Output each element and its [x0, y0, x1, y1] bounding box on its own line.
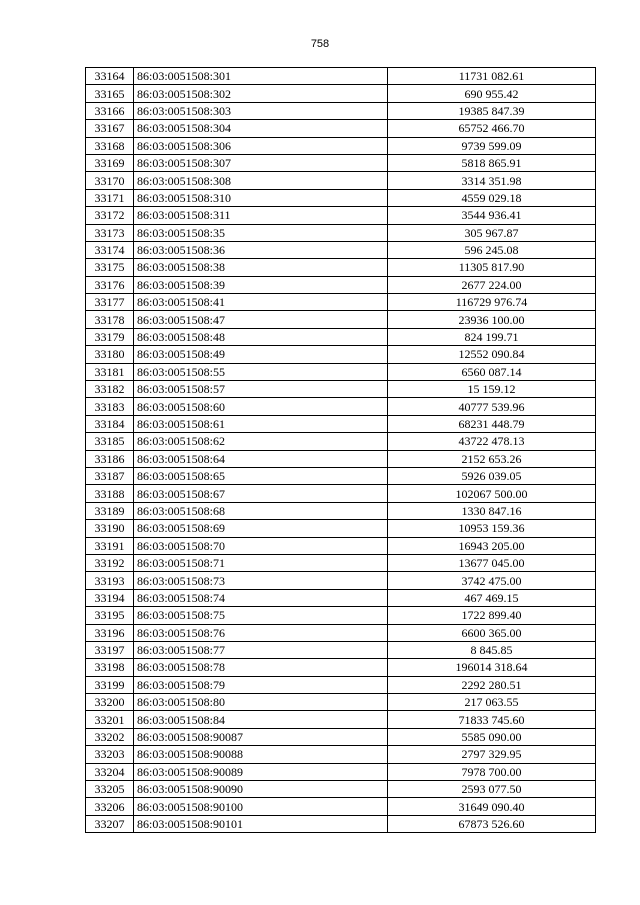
table-row	[86, 624, 596, 641]
cadastral-value-cell: 9739 599.09	[388, 137, 596, 154]
row-number-cell: 33167	[86, 120, 134, 137]
cadastral-value-cell: 3742 475.00	[388, 572, 596, 589]
cadastral-value-cell: 6560 087.14	[388, 363, 596, 380]
table-row	[86, 294, 596, 311]
row-number-cell: 33164	[86, 68, 134, 85]
table-row	[86, 189, 596, 206]
cadastral-number-cell: 86:03:0051508:301	[134, 68, 388, 85]
cadastral-number-cell: 86:03:0051508:78	[134, 659, 388, 676]
cadastral-number-cell: 86:03:0051508:57	[134, 381, 388, 398]
cadastral-number-cell: 86:03:0051508:77	[134, 641, 388, 658]
cadastral-number-cell: 86:03:0051508:36	[134, 241, 388, 258]
table-row	[86, 763, 596, 780]
table-row	[86, 554, 596, 571]
cadastral-value-cell: 5818 865.91	[388, 154, 596, 171]
cadastral-number-cell: 86:03:0051508:65	[134, 467, 388, 484]
cadastral-number-cell: 86:03:0051508:90100	[134, 798, 388, 815]
row-number-cell: 33180	[86, 346, 134, 363]
cadastral-number-cell: 86:03:0051508:70	[134, 537, 388, 554]
row-number-cell: 33185	[86, 433, 134, 450]
cadastral-number-cell: 86:03:0051508:303	[134, 102, 388, 119]
cadastral-number-cell: 86:03:0051508:90101	[134, 815, 388, 832]
table-row	[86, 589, 596, 606]
cadastral-number-cell: 86:03:0051508:41	[134, 294, 388, 311]
table-row	[86, 224, 596, 241]
table-row	[86, 154, 596, 171]
table-row	[86, 346, 596, 363]
row-number-cell: 33201	[86, 711, 134, 728]
cadastral-value-cell: 305 967.87	[388, 224, 596, 241]
row-number-cell: 33177	[86, 294, 134, 311]
cadastral-value-cell: 116729 976.74	[388, 294, 596, 311]
cadastral-number-cell: 86:03:0051508:68	[134, 502, 388, 519]
table-row	[86, 537, 596, 554]
cadastral-number-cell: 86:03:0051508:74	[134, 589, 388, 606]
row-number-cell: 33169	[86, 154, 134, 171]
row-number-cell: 33171	[86, 189, 134, 206]
table-row	[86, 276, 596, 293]
cadastral-number-cell: 86:03:0051508:39	[134, 276, 388, 293]
cadastral-number-cell: 86:03:0051508:304	[134, 120, 388, 137]
cadastral-value-cell: 65752 466.70	[388, 120, 596, 137]
cadastral-number-cell: 86:03:0051508:69	[134, 520, 388, 537]
cadastral-value-cell: 2593 077.50	[388, 781, 596, 798]
table-row	[86, 711, 596, 728]
cadastral-value-cell: 11731 082.61	[388, 68, 596, 85]
row-number-cell: 33203	[86, 746, 134, 763]
cadastral-value-table	[85, 67, 596, 833]
cadastral-number-cell: 86:03:0051508:64	[134, 450, 388, 467]
table-row	[86, 502, 596, 519]
table-row	[86, 728, 596, 745]
row-number-cell: 33200	[86, 694, 134, 711]
row-number-cell: 33189	[86, 502, 134, 519]
cadastral-number-cell: 86:03:0051508:90087	[134, 728, 388, 745]
cadastral-number-cell: 86:03:0051508:90090	[134, 781, 388, 798]
cadastral-value-cell: 217 063.55	[388, 694, 596, 711]
cadastral-number-cell: 86:03:0051508:307	[134, 154, 388, 171]
cadastral-number-cell: 86:03:0051508:306	[134, 137, 388, 154]
table-row	[86, 450, 596, 467]
table-row	[86, 781, 596, 798]
table-row	[86, 467, 596, 484]
cadastral-number-cell: 86:03:0051508:302	[134, 85, 388, 102]
table-row	[86, 746, 596, 763]
row-number-cell: 33204	[86, 763, 134, 780]
table-row	[86, 659, 596, 676]
cadastral-value-cell: 467 469.15	[388, 589, 596, 606]
cadastral-value-cell: 2677 224.00	[388, 276, 596, 293]
row-number-cell: 33188	[86, 485, 134, 502]
row-number-cell: 33174	[86, 241, 134, 258]
row-number-cell: 33207	[86, 815, 134, 832]
cadastral-number-cell: 86:03:0051508:84	[134, 711, 388, 728]
row-number-cell: 33190	[86, 520, 134, 537]
cadastral-number-cell: 86:03:0051508:38	[134, 259, 388, 276]
cadastral-number-cell: 86:03:0051508:62	[134, 433, 388, 450]
cadastral-value-cell: 10953 159.36	[388, 520, 596, 537]
cadastral-value-cell: 596 245.08	[388, 241, 596, 258]
table-row	[86, 485, 596, 502]
cadastral-value-cell: 2797 329.95	[388, 746, 596, 763]
row-number-cell: 33168	[86, 137, 134, 154]
table-row	[86, 120, 596, 137]
row-number-cell: 33181	[86, 363, 134, 380]
cadastral-value-cell: 13677 045.00	[388, 554, 596, 571]
row-number-cell: 33178	[86, 311, 134, 328]
row-number-cell: 33184	[86, 415, 134, 432]
cadastral-number-cell: 86:03:0051508:55	[134, 363, 388, 380]
table-row	[86, 641, 596, 658]
page-number: 758	[310, 38, 330, 50]
cadastral-value-cell: 2152 653.26	[388, 450, 596, 467]
table-row	[86, 102, 596, 119]
row-number-cell: 33182	[86, 381, 134, 398]
cadastral-value-cell: 71833 745.60	[388, 711, 596, 728]
cadastral-value-cell: 5585 090.00	[388, 728, 596, 745]
table-row	[86, 520, 596, 537]
cadastral-value-cell: 1330 847.16	[388, 502, 596, 519]
cadastral-number-cell: 86:03:0051508:76	[134, 624, 388, 641]
cadastral-number-cell: 86:03:0051508:79	[134, 676, 388, 693]
table-row	[86, 694, 596, 711]
cadastral-value-cell: 4559 029.18	[388, 189, 596, 206]
cadastral-value-cell: 67873 526.60	[388, 815, 596, 832]
cadastral-value-cell: 11305 817.90	[388, 259, 596, 276]
cadastral-number-cell: 86:03:0051508:75	[134, 607, 388, 624]
row-number-cell: 33176	[86, 276, 134, 293]
row-number-cell: 33172	[86, 207, 134, 224]
row-number-cell: 33199	[86, 676, 134, 693]
cadastral-value-cell: 15 159.12	[388, 381, 596, 398]
table-row	[86, 433, 596, 450]
table-row	[86, 815, 596, 832]
table-row	[86, 328, 596, 345]
table-row	[86, 798, 596, 815]
cadastral-value-cell: 5926 039.05	[388, 467, 596, 484]
cadastral-number-cell: 86:03:0051508:61	[134, 415, 388, 432]
row-number-cell: 33170	[86, 172, 134, 189]
row-number-cell: 33198	[86, 659, 134, 676]
row-number-cell: 33187	[86, 467, 134, 484]
table-row	[86, 137, 596, 154]
cadastral-value-cell: 6600 365.00	[388, 624, 596, 641]
cadastral-value-cell: 1722 899.40	[388, 607, 596, 624]
cadastral-value-cell: 19385 847.39	[388, 102, 596, 119]
table-row	[86, 311, 596, 328]
row-number-cell: 33193	[86, 572, 134, 589]
row-number-cell: 33179	[86, 328, 134, 345]
table-row	[86, 85, 596, 102]
row-number-cell: 33165	[86, 85, 134, 102]
row-number-cell: 33205	[86, 781, 134, 798]
cadastral-number-cell: 86:03:0051508:308	[134, 172, 388, 189]
table-row	[86, 259, 596, 276]
row-number-cell: 33197	[86, 641, 134, 658]
cadastral-number-cell: 86:03:0051508:310	[134, 189, 388, 206]
cadastral-value-cell: 31649 090.40	[388, 798, 596, 815]
row-number-cell: 33194	[86, 589, 134, 606]
cadastral-value-cell: 690 955.42	[388, 85, 596, 102]
table-row	[86, 572, 596, 589]
row-number-cell: 33202	[86, 728, 134, 745]
row-number-cell: 33166	[86, 102, 134, 119]
cadastral-value-cell: 68231 448.79	[388, 415, 596, 432]
row-number-cell: 33175	[86, 259, 134, 276]
cadastral-number-cell: 86:03:0051508:49	[134, 346, 388, 363]
cadastral-value-cell: 23936 100.00	[388, 311, 596, 328]
cadastral-value-cell: 196014 318.64	[388, 659, 596, 676]
cadastral-number-cell: 86:03:0051508:90088	[134, 746, 388, 763]
cadastral-value-cell: 3544 936.41	[388, 207, 596, 224]
table-row	[86, 241, 596, 258]
cadastral-number-cell: 86:03:0051508:90089	[134, 763, 388, 780]
cadastral-value-cell: 12552 090.84	[388, 346, 596, 363]
cadastral-number-cell: 86:03:0051508:80	[134, 694, 388, 711]
table-row	[86, 381, 596, 398]
row-number-cell: 33173	[86, 224, 134, 241]
table-body	[86, 68, 596, 833]
row-number-cell: 33183	[86, 398, 134, 415]
cadastral-number-cell: 86:03:0051508:71	[134, 554, 388, 571]
table-row	[86, 676, 596, 693]
cadastral-number-cell: 86:03:0051508:35	[134, 224, 388, 241]
table-row	[86, 607, 596, 624]
table-row	[86, 172, 596, 189]
row-number-cell: 33195	[86, 607, 134, 624]
cadastral-value-cell: 16943 205.00	[388, 537, 596, 554]
table-row	[86, 415, 596, 432]
cadastral-value-cell: 3314 351.98	[388, 172, 596, 189]
cadastral-number-cell: 86:03:0051508:73	[134, 572, 388, 589]
cadastral-value-cell: 824 199.71	[388, 328, 596, 345]
table-row	[86, 398, 596, 415]
cadastral-value-cell: 43722 478.13	[388, 433, 596, 450]
cadastral-number-cell: 86:03:0051508:67	[134, 485, 388, 502]
cadastral-value-cell: 102067 500.00	[388, 485, 596, 502]
row-number-cell: 33186	[86, 450, 134, 467]
cadastral-number-cell: 86:03:0051508:311	[134, 207, 388, 224]
row-number-cell: 33196	[86, 624, 134, 641]
row-number-cell: 33192	[86, 554, 134, 571]
row-number-cell: 33206	[86, 798, 134, 815]
row-number-cell: 33191	[86, 537, 134, 554]
cadastral-value-cell: 40777 539.96	[388, 398, 596, 415]
cadastral-value-cell: 7978 700.00	[388, 763, 596, 780]
cadastral-number-cell: 86:03:0051508:60	[134, 398, 388, 415]
table-row	[86, 68, 596, 85]
cadastral-value-cell: 8 845.85	[388, 641, 596, 658]
cadastral-value-cell: 2292 280.51	[388, 676, 596, 693]
cadastral-number-cell: 86:03:0051508:48	[134, 328, 388, 345]
table-row	[86, 207, 596, 224]
cadastral-number-cell: 86:03:0051508:47	[134, 311, 388, 328]
table-row	[86, 363, 596, 380]
